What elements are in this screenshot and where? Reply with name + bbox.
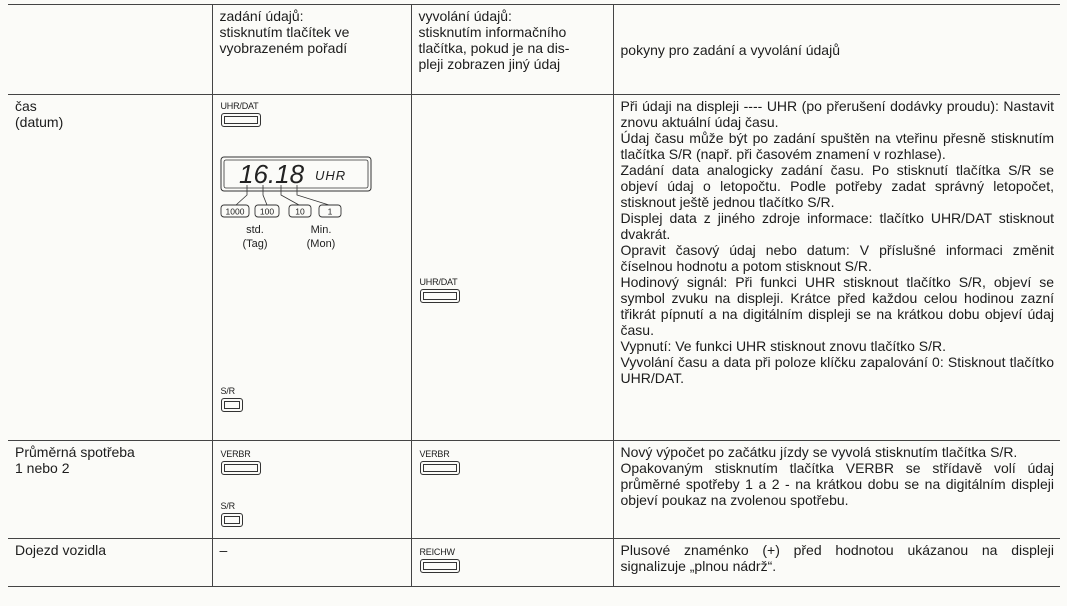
header-col-recall: vyvolání údajů: stisknutím informačního tlačítka, pokud je na dis- pleji zobrazen jiný údaj xyxy=(411,5,613,95)
uhr-dat-recall-button[interactable]: UHR/DAT xyxy=(420,277,460,303)
entry-cell-consumption xyxy=(212,441,411,539)
instructions-consumption: Nový výpočet po začátku jízdy se vyvolá stisknutím tlačítka S/R. Opakovaným stisknutím tlačítka VERBR se střídavě volí údaj průměrné spotřeby 1 a 2 - na krátkou dobu se na digitálním displeji objeví poukaz na zvolenou spotřebu. xyxy=(613,441,1060,539)
svg-text:10: 10 xyxy=(294,206,305,217)
instruction-table xyxy=(8,4,1060,587)
reichw-recall-button[interactable]: REICHW xyxy=(420,547,460,573)
entry-cell-time xyxy=(212,95,411,441)
table-row-time xyxy=(8,95,1060,441)
entry-cell-range xyxy=(212,539,411,587)
digital-display-diagram xyxy=(217,155,377,265)
recall-cell-consumption xyxy=(411,441,613,539)
uhr-dat-button[interactable]: UHR/DAT xyxy=(221,101,261,127)
instructions-time: Při údaji na displeji ---- UHR (po přerušení dodávky proudu): Nastavit znovu aktuální údaj času. Údaj času může být po zadání spuštěn na vteřinu přesně stisknutím tlačítka S/R (např. při časovém znamení v rozhlase). Zadání data analogicky zadání času. Po stisknutí tlačítka S/R se objeví údaj o letopočtu. Podle potřeby zadat správný letopočet, stisknout ještě jednou tlačítko S/R. Displej data z jiného zdroje informace: tlačítko UHR/DAT stisknout dvakrát. Opravit časový údaj nebo datum: V příslušné informaci změnit číselnou hodnotu a potom stisknout S/R. Hodinový signál: Při funkci UHR stisknout tlačítko S/R, objeví se symbol zvuku na displeji. Krátce před každou celou hodinou zazní třikrát pípnutí a na digitálním displeji se na krátkou dobu objeví údaj času. Vypnutí: Ve funkci UHR stisknout znovu tlačítko S/R. Vyvolání času a data při poloze klíčku zapalování 0: Stisknout tlačítko UHR/DAT. xyxy=(613,95,1060,441)
row-label-range: Dojezd vozidla xyxy=(8,539,212,587)
s-r-button-consumption[interactable]: S/R xyxy=(221,501,243,527)
display-unit: UHR xyxy=(314,168,346,183)
svg-text:1: 1 xyxy=(327,206,332,217)
header-col-instructions: pokyny pro zadání a vyvolání údajů xyxy=(613,5,1060,95)
recall-cell-range xyxy=(411,539,613,587)
key-cap xyxy=(221,398,243,412)
row-label-time: čas (datum) xyxy=(8,95,212,441)
header-col-entry: zadání údajů: stisknutím tlačítek ve vyobrazeném pořadí xyxy=(212,5,411,95)
caption-minutes: Min. xyxy=(310,224,331,236)
caption-day: (Tag) xyxy=(241,238,268,250)
header-col-label xyxy=(8,5,212,95)
key-cap xyxy=(221,461,261,475)
key-cap xyxy=(420,559,460,573)
key-cap xyxy=(420,289,460,303)
header-row xyxy=(8,5,1060,95)
verbr-button[interactable]: VERBR xyxy=(221,449,261,475)
svg-text:1000: 1000 xyxy=(225,206,244,217)
caption-month: (Mon) xyxy=(306,238,335,250)
table-row-consumption xyxy=(8,441,1060,539)
display-value: 16.18 xyxy=(238,159,304,189)
table-row-range xyxy=(8,539,1060,587)
svg-text:100: 100 xyxy=(259,206,274,217)
key-cap xyxy=(221,113,261,127)
recall-cell-time xyxy=(411,95,613,441)
key-cap xyxy=(420,461,460,475)
row-label-consumption: Průměrná spotřeba 1 nebo 2 xyxy=(8,441,212,539)
s-r-button[interactable]: S/R xyxy=(221,386,243,412)
verbr-recall-button[interactable]: VERBR xyxy=(420,449,460,475)
key-cap xyxy=(221,513,243,527)
no-entry-dash: – xyxy=(219,542,228,558)
caption-hours: std. xyxy=(245,224,264,236)
instructions-range: Plusové znaménko (+) před hodnotou ukázanou na displeji signalizuje „plnou nádrž“. xyxy=(613,539,1060,587)
